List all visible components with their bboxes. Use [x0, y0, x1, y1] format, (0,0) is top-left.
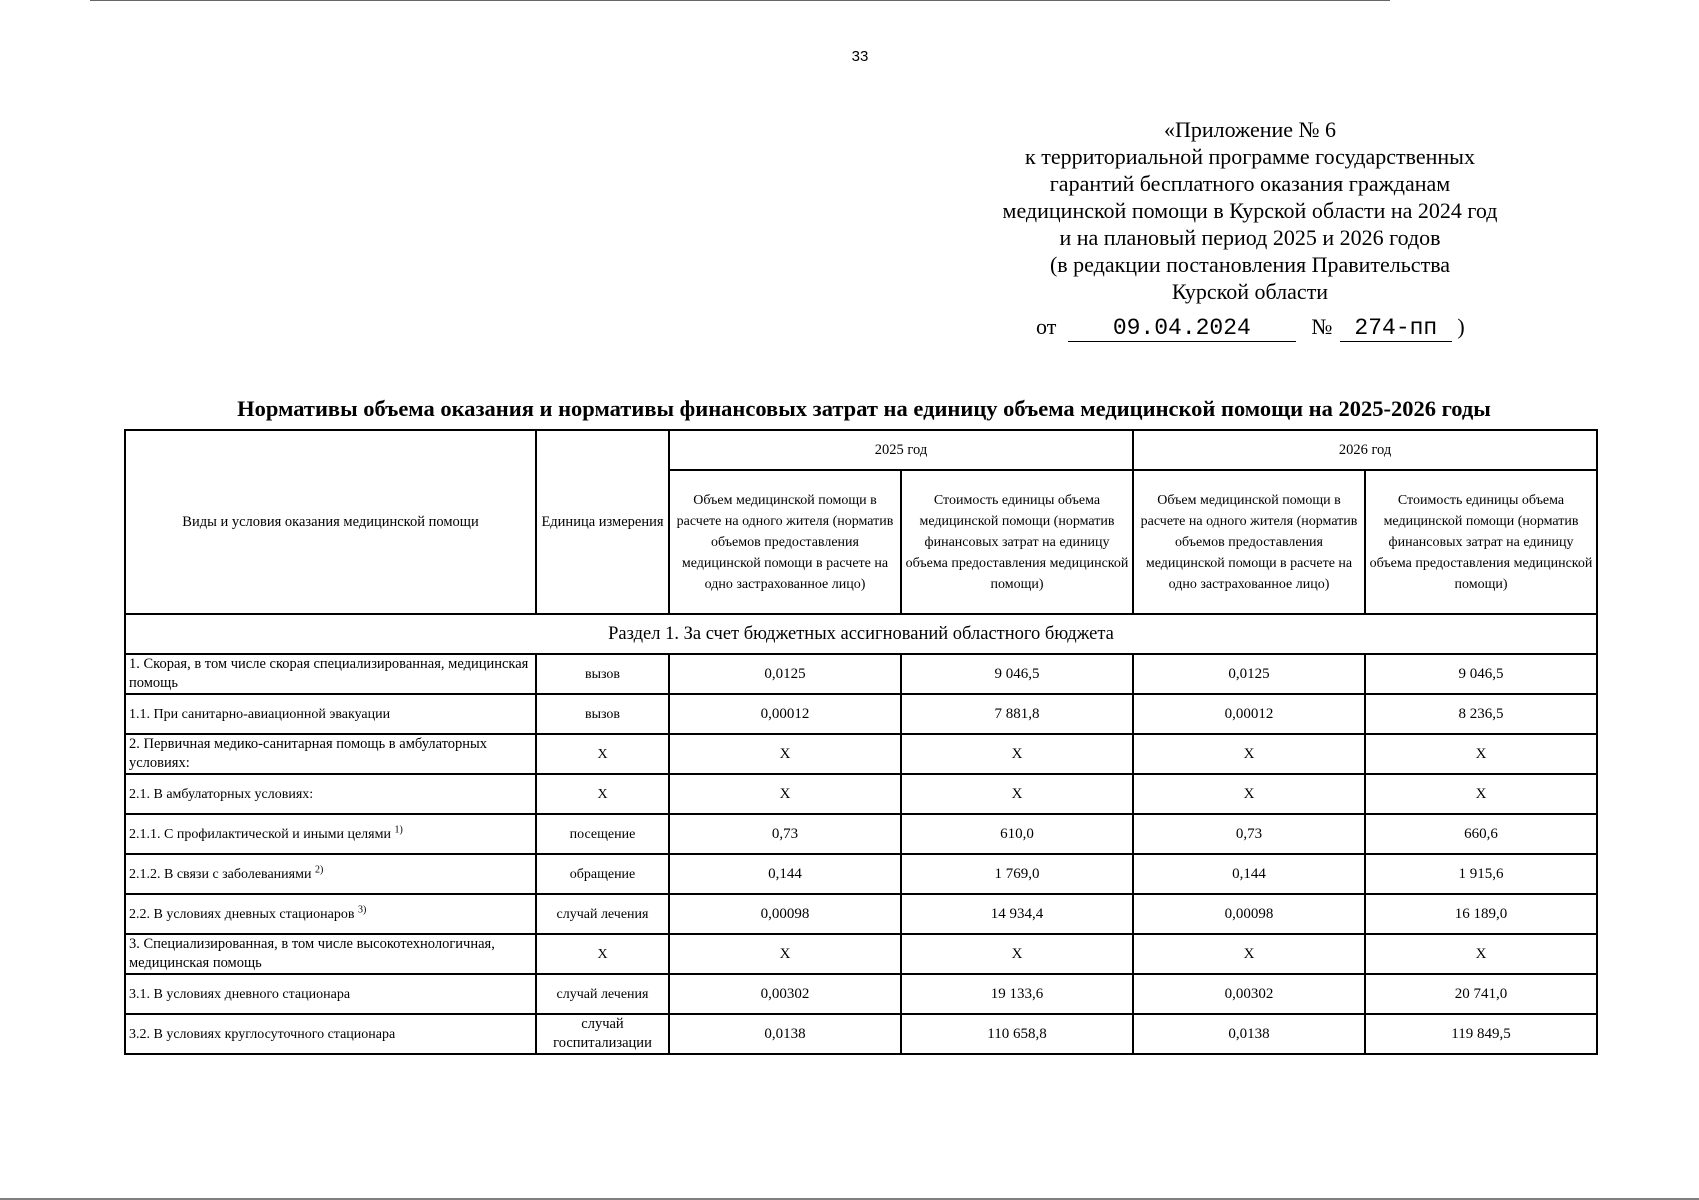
table-body [125, 654, 1597, 1054]
row-cost-2025: 610,0 [901, 814, 1133, 854]
row-name [125, 894, 536, 934]
row-cost-2025: 14 934,4 [901, 894, 1133, 934]
row-unit: случай госпитализации [536, 1014, 669, 1054]
row-name-text: 2.1. В амбулаторных условиях: [129, 786, 314, 802]
row-cost-2025: 9 046,5 [901, 654, 1133, 694]
row-name [125, 974, 536, 1014]
row-unit: Х [536, 774, 669, 814]
header-cost-2025: Стоимость единицы объема медицинской помощи (норматив финансовых затрат на единицу объема предоставления медицинской помощи) [901, 470, 1133, 614]
row-volume-2026: 0,73 [1133, 814, 1365, 854]
row-name [125, 814, 536, 854]
row-name-text: 1. Скорая, в том числе скорая специализированная, медицинская помощь [129, 656, 529, 691]
appendix-line: (в редакции постановления Правительства [1049, 252, 1451, 277]
table-row [125, 734, 1597, 774]
table-row [125, 774, 1597, 814]
row-name-text: 2.1.2. В связи с заболеваниями [129, 866, 312, 882]
row-unit: посещение [536, 814, 669, 854]
row-cost-2025: Х [901, 734, 1133, 774]
row-volume-2025: 0,00012 [669, 694, 901, 734]
appendix-line: к территориальной программе государственных [1025, 144, 1475, 169]
row-cost-2026: 16 189,0 [1365, 894, 1597, 934]
row-volume-2025: Х [669, 934, 901, 974]
row-cost-2025: 110 658,8 [901, 1014, 1133, 1054]
section-row [125, 614, 1597, 654]
row-volume-2026: 0,00012 [1133, 694, 1365, 734]
row-volume-2025: Х [669, 774, 901, 814]
table-header-row [125, 430, 1597, 470]
row-volume-2025: 0,00302 [669, 974, 901, 1014]
resolution-reference [1036, 314, 1465, 342]
from-label: от [1036, 314, 1057, 339]
row-volume-2025: 0,73 [669, 814, 901, 854]
header-unit: Единица измерения [536, 430, 669, 614]
row-volume-2026: 0,144 [1133, 854, 1365, 894]
row-cost-2025: 1 769,0 [901, 854, 1133, 894]
section-title: Раздел 1. За счет бюджетных ассигнований областного бюджета [125, 614, 1597, 654]
document-title: Нормативы объема оказания и нормативы финансовых затрат на единицу объема медицинской помощи на 2025-2026 годы [237, 396, 1491, 421]
header-year-2026: 2026 год [1133, 430, 1597, 470]
appendix-line: гарантий бесплатного оказания гражданам [1049, 171, 1451, 196]
row-volume-2026: Х [1133, 934, 1365, 974]
row-cost-2026: 8 236,5 [1365, 694, 1597, 734]
row-volume-2026: Х [1133, 774, 1365, 814]
row-volume-2025: 0,0138 [669, 1014, 901, 1054]
row-cost-2026: 20 741,0 [1365, 974, 1597, 1014]
row-cost-2026: 119 849,5 [1365, 1014, 1597, 1054]
row-name [125, 654, 536, 694]
row-volume-2026: 0,0138 [1133, 1014, 1365, 1054]
row-volume-2025: 0,0125 [669, 654, 901, 694]
row-cost-2026: 660,6 [1365, 814, 1597, 854]
row-name-text: 3.1. В условиях дневного стационара [129, 986, 351, 1002]
table-row [125, 894, 1597, 934]
appendix-header [960, 116, 1540, 305]
row-name-text: 2.1.1. С профилактической и иными целями [129, 826, 391, 842]
row-volume-2026: 0,00302 [1133, 974, 1365, 1014]
top-scan-rule [90, 0, 1390, 1]
row-name [125, 1014, 536, 1054]
row-volume-2026: 0,00098 [1133, 894, 1365, 934]
table-row [125, 974, 1597, 1014]
row-volume-2025: Х [669, 734, 901, 774]
row-cost-2025: Х [901, 774, 1133, 814]
row-name [125, 734, 536, 774]
row-cost-2025: 7 881,8 [901, 694, 1133, 734]
header-type: Виды и условия оказания медицинской помощи [125, 430, 536, 614]
row-name [125, 934, 536, 974]
header-volume-2026: Объем медицинской помощи в расчете на одного жителя (норматив объемов предоставления медицинской помощи в расчете на одно застрахованное лицо) [1133, 470, 1365, 614]
row-cost-2025: Х [901, 934, 1133, 974]
row-cost-2026: Х [1365, 774, 1597, 814]
appendix-line: Курской области [1171, 279, 1329, 304]
row-name-text: 1.1. При санитарно-авиационной эвакуации [129, 706, 391, 722]
table-row [125, 1014, 1597, 1054]
row-volume-2026: Х [1133, 734, 1365, 774]
footnote-marker: 1) [394, 823, 403, 835]
row-name [125, 694, 536, 734]
row-cost-2026: Х [1365, 934, 1597, 974]
row-volume-2025: 0,144 [669, 854, 901, 894]
row-unit: случай лечения [536, 894, 669, 934]
row-cost-2026: 1 915,6 [1365, 854, 1597, 894]
row-name [125, 774, 536, 814]
footnote-marker: 3) [357, 903, 367, 915]
row-name-text: 3.2. В условиях круглосуточного стационара [129, 1026, 396, 1042]
resolution-number: 274-пп [1340, 315, 1452, 342]
resolution-date: 09.04.2024 [1068, 315, 1296, 342]
row-name-text: 3. Специализированная, в том числе высокотехнологичная, медицинская помощь [129, 936, 495, 971]
header-cost-2026: Стоимость единицы объема медицинской помощи (норматив финансовых затрат на единицу объема предоставления медицинской помощи) [1365, 470, 1597, 614]
row-unit: вызов [536, 654, 669, 694]
appendix-line: и на плановый период 2025 и 2026 годов [1059, 225, 1441, 250]
table-row [125, 694, 1597, 734]
header-year-2025: 2025 год [669, 430, 1133, 470]
row-unit: вызов [536, 694, 669, 734]
closing-parenthesis: ) [1457, 314, 1465, 339]
row-volume-2026: 0,0125 [1133, 654, 1365, 694]
row-cost-2026: 9 046,5 [1365, 654, 1597, 694]
table-row [125, 654, 1597, 694]
header-volume-2025: Объем медицинской помощи в расчете на одного жителя (норматив объемов предоставления медицинской помощи в расчете на одно застрахованное лицо) [669, 470, 901, 614]
page-number: 33 [851, 48, 869, 65]
row-unit: случай лечения [536, 974, 669, 1014]
norms-table [124, 429, 1598, 1055]
table-row [125, 814, 1597, 854]
row-unit: Х [536, 734, 669, 774]
appendix-line: «Приложение № 6 [1163, 117, 1337, 142]
row-volume-2025: 0,00098 [669, 894, 901, 934]
row-cost-2025: 19 133,6 [901, 974, 1133, 1014]
row-unit: обращение [536, 854, 669, 894]
appendix-line: медицинской помощи в Курской области на 2024 год [1002, 198, 1498, 223]
number-label: № [1311, 314, 1333, 339]
row-cost-2026: Х [1365, 734, 1597, 774]
table-row [125, 934, 1597, 974]
row-name-text: 2.2. В условиях дневных стационаров [129, 906, 355, 922]
footnote-marker: 2) [314, 863, 324, 875]
row-name-text: 2. Первичная медико-санитарная помощь в амбулаторных условиях: [129, 736, 488, 771]
table-row [125, 854, 1597, 894]
row-name [125, 854, 536, 894]
row-unit: Х [536, 934, 669, 974]
